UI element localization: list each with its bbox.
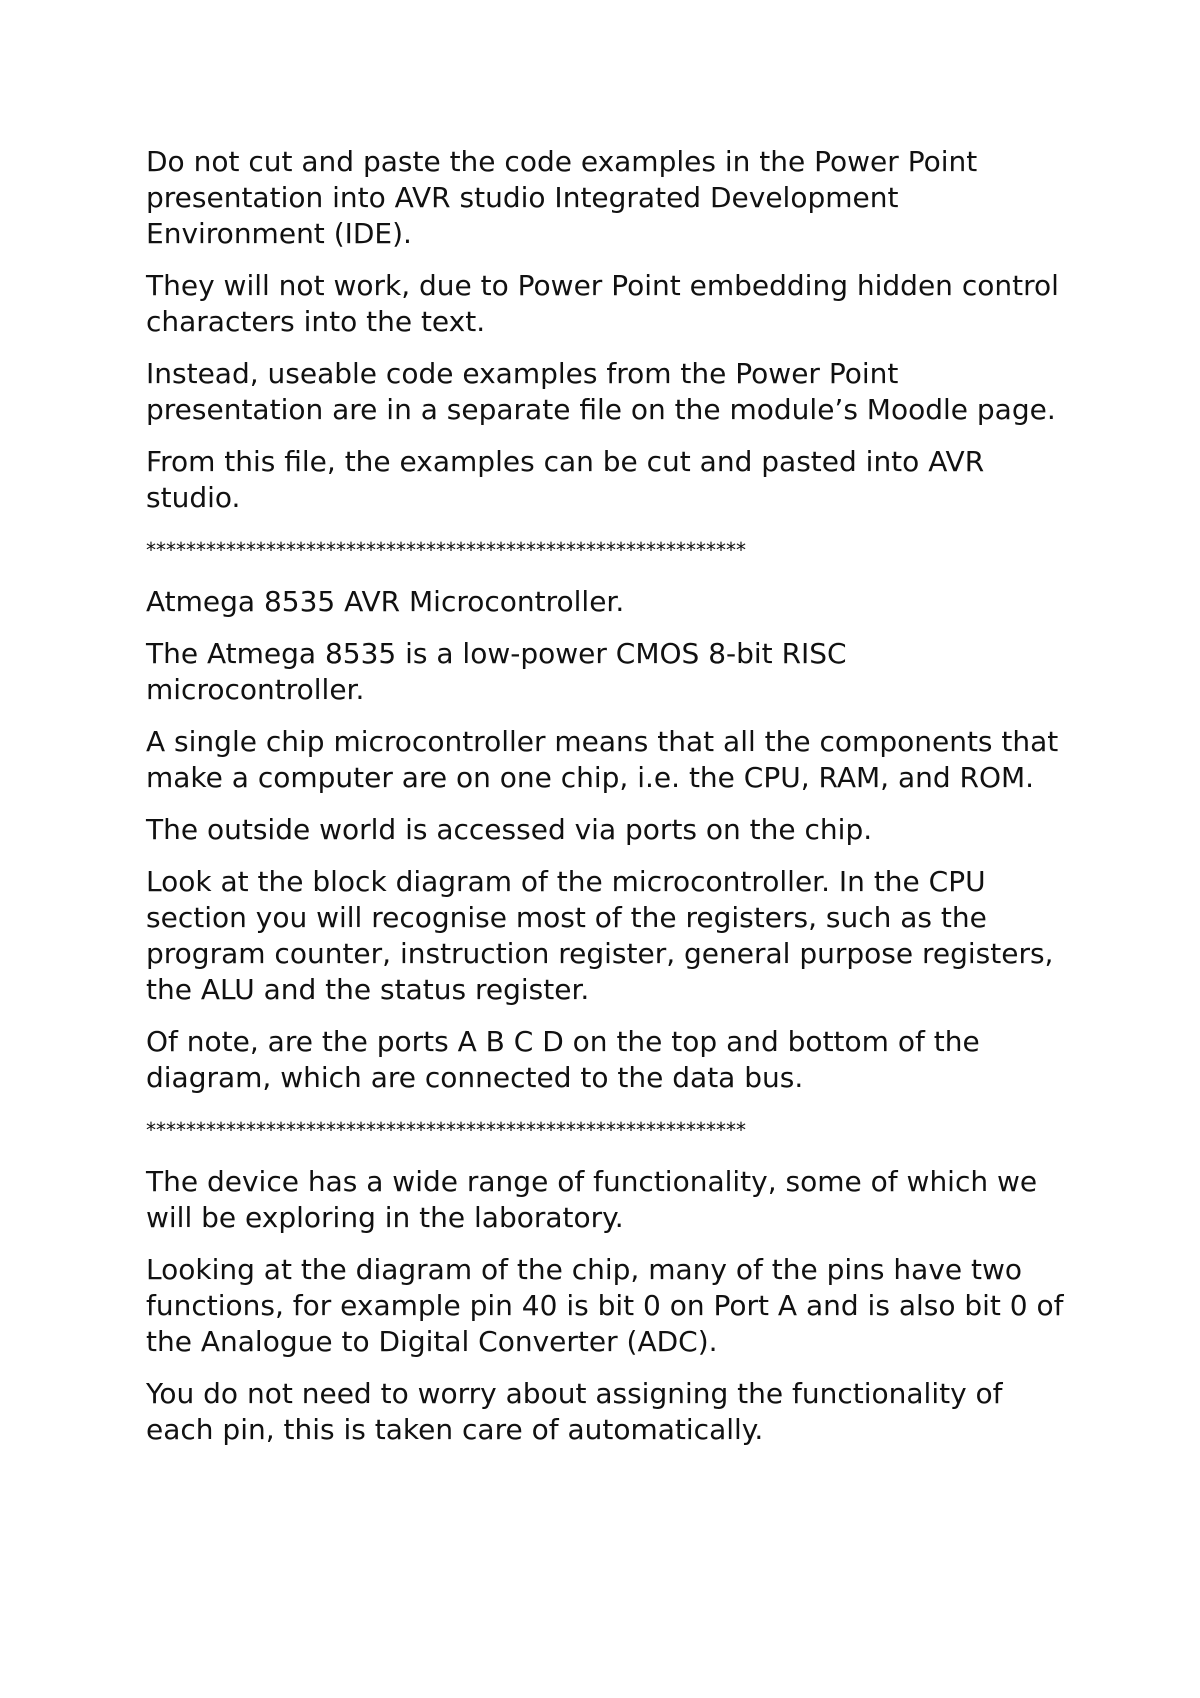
paragraph-block-diagram: Look at the block diagram of the microcontroller. In the CPU section you will recognise most of the registers, such as the program counter, instruction register, general purpose registers, the ALU and the status register. [146,865,1054,1006]
paragraph-atmega-description: The Atmega 8535 is a low-power CMOS 8-bit RISC microcontroller. [146,637,847,706]
paragraph-ports: Of note, are the ports A B C D on the top and bottom of the diagram, which are connected to the data bus. [146,1025,980,1094]
paragraph-section-title: Atmega 8535 AVR Microcontroller. [146,585,625,618]
paragraph-automatic-assignment: You do not need to worry about assigning the functionality of each pin, this is taken care of automatically. [146,1377,1003,1446]
paragraph-pin-functions: Looking at the diagram of the chip, many of the pins have two functions, for example pin 40 is bit 0 on Port A and is also bit 0 of the Analogue to Digital Converter (ADC). [146,1253,1064,1358]
paragraph-hidden-characters: They will not work, due to Power Point embedding hidden control characters into the text. [146,269,1059,338]
paragraph-outside-world: The outside world is accessed via ports on the chip. [146,813,873,846]
asterisk-separator-1: ************************************************************ [146,538,746,562]
paragraph-paste-into-avr: From this file, the examples can be cut and pasted into AVR studio. [146,445,985,514]
document-body [146,144,1066,1464]
paragraph-useable-examples: Instead, useable code examples from the Power Point presentation are in a separate file on the module’s Moodle page. [146,357,1056,426]
paragraph-single-chip: A single chip microcontroller means that all the components that make a computer are on one chip, i.e. the CPU, RAM, and ROM. [146,725,1059,794]
paragraph-functionality: The device has a wide range of functionality, some of which we will be exploring in the laboratory. [146,1165,1038,1234]
paragraph-cut-paste-warning: Do not cut and paste the code examples in the Power Point presentation into AVR studio Integrated Development Environment (IDE). [146,145,978,250]
asterisk-separator-2: ************************************************************ [146,1118,746,1142]
